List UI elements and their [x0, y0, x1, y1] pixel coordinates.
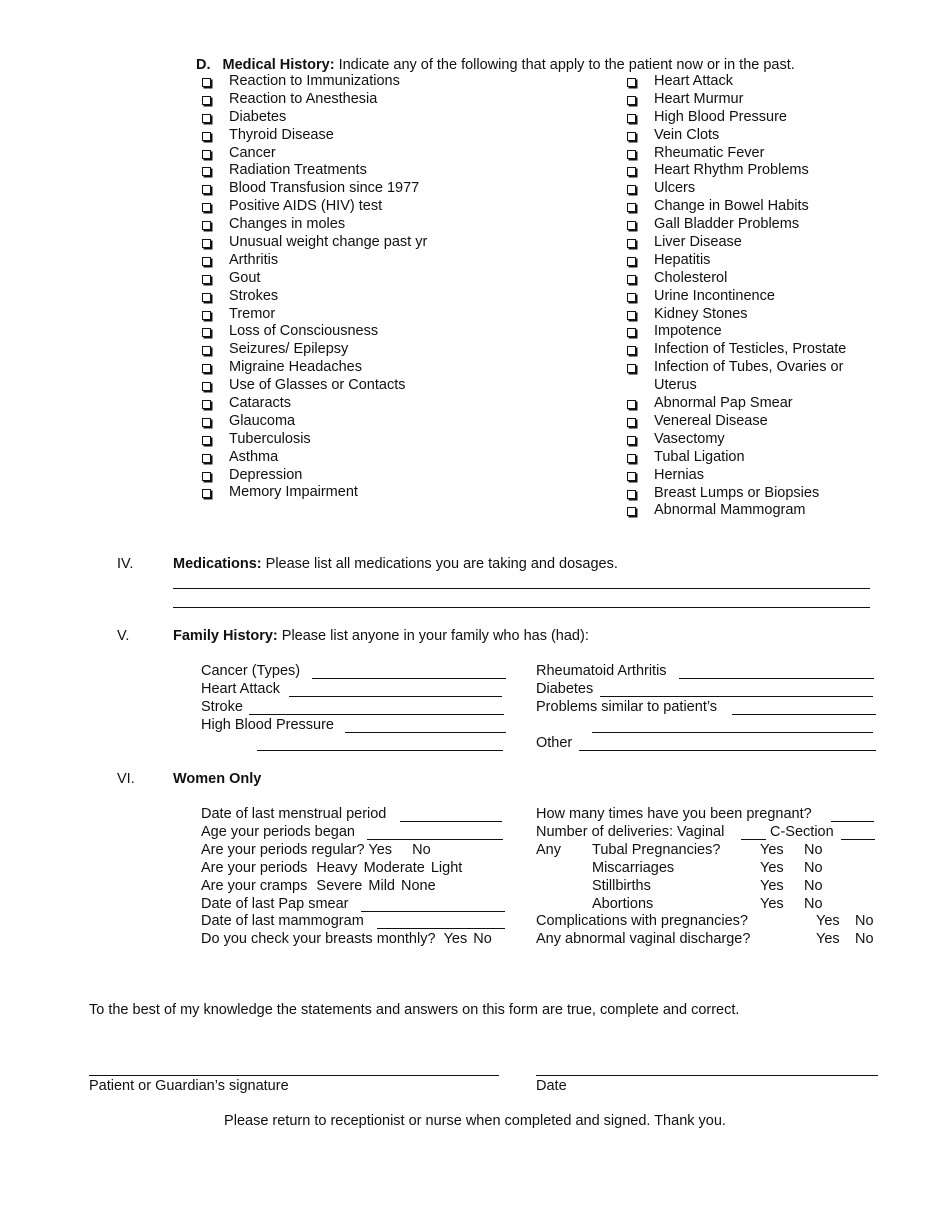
- last-pap-field[interactable]: [361, 911, 505, 912]
- checklist-item[interactable]: [196, 449, 427, 467]
- tubal-no[interactable]: No: [804, 842, 823, 858]
- checkbox-icon[interactable]: [202, 132, 211, 141]
- cramps-row: [201, 877, 436, 895]
- miscarriages-label: Miscarriages: [592, 860, 675, 876]
- attestation-text: To the best of my knowledge the statements and answers on this form are true, complete and correct.: [89, 1002, 740, 1018]
- footer-note: Please return to receptionist or nurse when completed and signed. Thank you.: [224, 1113, 726, 1129]
- checklist-item-label: Glaucoma: [229, 412, 296, 429]
- checkbox-icon[interactable]: [627, 132, 636, 141]
- checkbox-icon[interactable]: [202, 454, 211, 463]
- checklist-item[interactable]: [621, 180, 884, 198]
- complications-yes[interactable]: Yes: [816, 913, 840, 929]
- abortions-label: Abortions: [592, 896, 654, 912]
- checklist-item-label: Gout: [229, 269, 261, 286]
- discharge-label: Any abnormal vaginal discharge?: [536, 931, 751, 947]
- family-hbp-label: High Blood Pressure: [201, 717, 334, 733]
- checkbox-icon[interactable]: [627, 454, 636, 463]
- checklist-item-label: Blood Transfusion since 1977: [229, 180, 420, 197]
- checkbox-icon[interactable]: [627, 311, 636, 320]
- signature-label: Patient or Guardian’s signature: [89, 1078, 289, 1094]
- tubal-label: Tubal Pregnancies?: [592, 842, 721, 858]
- checklist-item[interactable]: [196, 91, 427, 109]
- tubal-yes[interactable]: Yes: [760, 842, 784, 858]
- any-label: Any: [536, 842, 561, 858]
- checklist-item-label: Venereal Disease: [654, 412, 768, 429]
- checklist-item-label: Vein Clots: [654, 126, 720, 143]
- section-v-numeral: V.: [117, 628, 130, 644]
- checkbox-icon[interactable]: [202, 150, 211, 159]
- checklist-item[interactable]: [621, 145, 884, 163]
- checklist-item-label: Reaction to Anesthesia: [229, 90, 378, 107]
- section-iv-title: Medications:: [173, 556, 262, 572]
- checklist-item[interactable]: [621, 73, 884, 91]
- checkbox-icon[interactable]: [627, 490, 636, 499]
- checkbox-icon[interactable]: [202, 311, 211, 320]
- checklist-item[interactable]: [196, 377, 427, 395]
- pregnant-field[interactable]: [831, 821, 874, 822]
- family-cancer-label: Cancer (Types): [201, 663, 301, 679]
- date-label: Date: [536, 1078, 567, 1094]
- abortions-no[interactable]: No: [804, 896, 823, 912]
- checklist-item-label: Kidney Stones: [654, 305, 748, 322]
- checklist-item-label: Heart Rhythm Problems: [654, 162, 809, 179]
- checklist-item[interactable]: [196, 216, 427, 234]
- checkbox-icon[interactable]: [627, 96, 636, 105]
- checkbox-icon[interactable]: [202, 472, 211, 481]
- family-other-field[interactable]: [579, 750, 876, 751]
- section-d-letter: D.: [196, 57, 211, 73]
- section-vi-title: Women Only: [173, 771, 262, 787]
- last-mammogram-field[interactable]: [377, 928, 505, 929]
- checklist-item-label: Depression: [229, 466, 303, 483]
- cramps-label: Are your cramps: [201, 878, 308, 894]
- cramps-none-option[interactable]: None: [401, 878, 436, 894]
- checklist-item[interactable]: [196, 234, 427, 252]
- deliveries-vaginal-field[interactable]: [741, 839, 766, 840]
- checklist-item[interactable]: [621, 485, 884, 503]
- checklist-item-label: Rheumatic Fever: [654, 144, 765, 161]
- checklist-item[interactable]: [621, 109, 884, 127]
- checklist-item[interactable]: [196, 323, 427, 341]
- checklist-item[interactable]: [621, 306, 884, 324]
- family-stroke-field[interactable]: [249, 714, 504, 715]
- check-breasts-label: Do you check your breasts monthly?: [201, 931, 436, 947]
- checklist-item[interactable]: [196, 198, 427, 216]
- checkbox-icon[interactable]: [627, 150, 636, 159]
- checklist-item[interactable]: [196, 306, 427, 324]
- family-stroke-label: Stroke: [201, 699, 243, 715]
- periods-light-option[interactable]: Light: [430, 860, 463, 876]
- checkbox-icon[interactable]: [627, 400, 636, 409]
- csection-field[interactable]: [841, 839, 875, 840]
- checkbox-icon[interactable]: [202, 489, 211, 498]
- periods-flow-row: [201, 859, 462, 877]
- checkbox-icon[interactable]: [202, 364, 211, 373]
- section-v-heading: [173, 627, 589, 645]
- miscarriages-yes[interactable]: Yes: [760, 860, 784, 876]
- checklist-item-label: Changes in moles: [229, 216, 346, 233]
- checklist-item-label: Urine Incontinence: [654, 287, 775, 304]
- checklist-item[interactable]: [621, 449, 884, 467]
- checklist-item-label: Tuberculosis: [229, 430, 311, 447]
- family-heart-attack-field[interactable]: [289, 696, 502, 697]
- checklist-item[interactable]: [621, 467, 884, 485]
- checklist-item[interactable]: [621, 234, 884, 252]
- checklist-item-label: Ulcers: [654, 180, 696, 197]
- checklist-item-label: Abnormal Mammogram: [654, 502, 806, 519]
- checklist-item-label: Hepatitis: [654, 251, 711, 268]
- checkbox-icon[interactable]: [202, 418, 211, 427]
- check-breasts-no[interactable]: No: [473, 931, 492, 947]
- last-pap-label: Date of last Pap smear: [201, 896, 349, 912]
- age-began-label: Age your periods began: [201, 824, 355, 840]
- family-diabetes-field[interactable]: [600, 696, 873, 697]
- checkbox-icon[interactable]: [202, 382, 211, 391]
- family-ra-field[interactable]: [679, 678, 874, 679]
- checklist-item[interactable]: [196, 73, 427, 91]
- section-v-title: Family History:: [173, 628, 278, 644]
- family-other-label: Other: [536, 735, 573, 751]
- checklist-item[interactable]: [621, 395, 884, 413]
- checklist-item-label: Cholesterol: [654, 269, 728, 286]
- checklist-item-label: Thyroid Disease: [229, 126, 334, 143]
- checklist-item[interactable]: [621, 216, 884, 234]
- last-period-field[interactable]: [400, 821, 502, 822]
- checkbox-icon[interactable]: [202, 346, 211, 355]
- checklist-item-label: Change in Bowel Habits: [654, 198, 809, 215]
- family-similar-label: Problems similar to patient’s: [536, 699, 718, 715]
- checkbox-icon[interactable]: [627, 257, 636, 266]
- check-breasts-yes[interactable]: Yes: [443, 931, 468, 947]
- stillbirths-yes[interactable]: Yes: [760, 878, 784, 894]
- cramps-mild-option[interactable]: Mild: [368, 878, 395, 894]
- checkbox-icon[interactable]: [202, 221, 211, 230]
- stillbirths-no[interactable]: No: [804, 878, 823, 894]
- checklist-item[interactable]: [621, 270, 884, 288]
- section-v-instructions: Please list anyone in your family who has (had):: [281, 628, 589, 644]
- periods-regular-row: [201, 841, 431, 859]
- periods-flow-label: Are your periods: [201, 860, 308, 876]
- pregnant-label: How many times have you been pregnant?: [536, 806, 812, 822]
- checklist-item-label: Unusual weight change past yr: [229, 234, 428, 251]
- date-field[interactable]: [536, 1075, 878, 1076]
- family-similar-field[interactable]: [732, 714, 876, 715]
- family-heart-attack-label: Heart Attack: [201, 681, 280, 697]
- checklist-item-label: Memory Impairment: [229, 484, 358, 501]
- last-mammogram-label: Date of last mammogram: [201, 913, 364, 929]
- section-vi-numeral: VI.: [117, 771, 135, 787]
- section-d-title: Medical History:: [222, 57, 335, 73]
- checklist-item[interactable]: [621, 341, 884, 359]
- checklist-item[interactable]: [621, 162, 884, 180]
- checkbox-icon[interactable]: [202, 114, 211, 123]
- checkbox-icon[interactable]: [627, 114, 636, 123]
- checklist-item-label: Infection of Tubes, Ovaries or Uterus: [654, 359, 844, 394]
- discharge-no[interactable]: No: [855, 931, 874, 947]
- family-ra-label: Rheumatoid Arthritis: [536, 663, 667, 679]
- cramps-severe-option[interactable]: Severe: [316, 878, 363, 894]
- check-breasts-row: [201, 930, 492, 948]
- checkbox-icon[interactable]: [627, 78, 636, 87]
- checklist-item-label: Cancer: [229, 144, 276, 161]
- family-similar-field-2[interactable]: [592, 732, 873, 733]
- checklist-item[interactable]: [196, 341, 427, 359]
- checkbox-icon[interactable]: [627, 275, 636, 284]
- checklist-item[interactable]: [196, 180, 427, 198]
- deliveries-label: Number of deliveries: Vaginal: [536, 824, 725, 840]
- checklist-item-label: Arthritis: [229, 251, 279, 268]
- checklist-item[interactable]: [196, 359, 427, 377]
- periods-regular-label: Are your periods regular?: [201, 842, 365, 858]
- stillbirths-label: Stillbirths: [592, 878, 651, 894]
- checkbox-icon[interactable]: [627, 507, 636, 516]
- checklist-item[interactable]: [196, 145, 427, 163]
- checklist-item-label: Heart Attack: [654, 73, 733, 89]
- checkbox-icon[interactable]: [202, 96, 211, 105]
- checklist-item-label: Abnormal Pap Smear: [654, 395, 793, 412]
- checklist-item[interactable]: [621, 431, 884, 449]
- checklist-item-label: Breast Lumps or Biopsies: [654, 484, 820, 501]
- checklist-item[interactable]: [621, 127, 884, 145]
- checklist-item[interactable]: [196, 162, 427, 180]
- checklist-item[interactable]: [621, 413, 884, 431]
- checkbox-icon[interactable]: [627, 167, 636, 176]
- checklist-item-label: Cataracts: [229, 395, 292, 412]
- checklist-item[interactable]: [196, 270, 427, 288]
- section-iv-heading: [173, 555, 618, 573]
- checkbox-icon[interactable]: [202, 436, 211, 445]
- checkbox-icon[interactable]: [627, 203, 636, 212]
- family-hbp-field[interactable]: [345, 732, 506, 733]
- checkbox-icon[interactable]: [627, 418, 636, 427]
- checklist-item-label: Gall Bladder Problems: [654, 216, 800, 233]
- checklist-item-label: Tremor: [229, 305, 276, 322]
- checklist-item-label: Heart Murmur: [654, 90, 744, 107]
- medical-history-left-column: [196, 73, 427, 502]
- checkbox-icon[interactable]: [202, 328, 211, 337]
- abortions-yes[interactable]: Yes: [760, 896, 784, 912]
- family-diabetes-label: Diabetes: [536, 681, 594, 697]
- checklist-item[interactable]: [621, 198, 884, 216]
- checkbox-icon[interactable]: [627, 239, 636, 248]
- periods-regular-no[interactable]: No: [412, 842, 431, 858]
- checkbox-icon[interactable]: [627, 293, 636, 302]
- checkbox-icon[interactable]: [202, 257, 211, 266]
- section-d-instructions: Indicate any of the following that apply to the patient now or in the past.: [338, 57, 795, 73]
- checklist-item[interactable]: [196, 467, 427, 485]
- section-d-heading: [196, 56, 795, 74]
- checkbox-icon[interactable]: [202, 203, 211, 212]
- checklist-item-label: Migraine Headaches: [229, 359, 362, 376]
- csection-label: C-Section: [770, 824, 834, 840]
- checklist-item-label: Diabetes: [229, 108, 287, 125]
- checkbox-icon[interactable]: [627, 346, 636, 355]
- periods-moderate-option[interactable]: Moderate: [363, 860, 425, 876]
- checkbox-icon[interactable]: [202, 400, 211, 409]
- checklist-item[interactable]: [196, 288, 427, 306]
- checklist-item[interactable]: [196, 127, 427, 145]
- checklist-item-label: Liver Disease: [654, 234, 742, 251]
- checkbox-icon[interactable]: [627, 436, 636, 445]
- checkbox-icon[interactable]: [627, 472, 636, 481]
- checklist-item[interactable]: [196, 252, 427, 270]
- last-period-label: Date of last menstrual period: [201, 806, 387, 822]
- miscarriages-no[interactable]: No: [804, 860, 823, 876]
- checklist-item[interactable]: [621, 323, 884, 341]
- periods-heavy-option[interactable]: Heavy: [316, 860, 358, 876]
- checklist-item-label: Impotence: [654, 323, 722, 340]
- signature-field[interactable]: [89, 1075, 499, 1076]
- medications-line-2[interactable]: [173, 607, 870, 608]
- checklist-item[interactable]: [196, 413, 427, 431]
- age-began-field[interactable]: [367, 839, 503, 840]
- checkbox-icon[interactable]: [627, 185, 636, 194]
- checklist-item-label: Tubal Ligation: [654, 448, 745, 465]
- checklist-item[interactable]: [196, 431, 427, 449]
- checklist-item[interactable]: [621, 252, 884, 270]
- checkbox-icon[interactable]: [627, 221, 636, 230]
- checklist-item[interactable]: [621, 359, 884, 395]
- family-extra-field[interactable]: [257, 750, 503, 751]
- checklist-item-label: Positive AIDS (HIV) test: [229, 198, 383, 215]
- section-iv-numeral: IV.: [117, 556, 134, 572]
- checkbox-icon[interactable]: [202, 78, 211, 87]
- section-iv-instructions: Please list all medications you are taking and dosages.: [265, 556, 618, 572]
- medications-line-1[interactable]: [173, 588, 870, 589]
- checklist-item-label: Hernias: [654, 466, 704, 483]
- checklist-item-label: Strokes: [229, 287, 279, 304]
- checklist-item-label: Radiation Treatments: [229, 162, 367, 179]
- discharge-yes[interactable]: Yes: [816, 931, 840, 947]
- checklist-item[interactable]: [196, 109, 427, 127]
- checklist-item-label: Reaction to Immunizations: [229, 73, 400, 89]
- complications-label: Complications with pregnancies?: [536, 913, 748, 929]
- checklist-item[interactable]: [196, 395, 427, 413]
- checklist-item-label: Loss of Consciousness: [229, 323, 379, 340]
- checkbox-icon[interactable]: [202, 275, 211, 284]
- checklist-item-label: High Blood Pressure: [654, 108, 787, 125]
- checkbox-icon[interactable]: [202, 167, 211, 176]
- medical-history-right-column: [621, 73, 884, 520]
- checkbox-icon[interactable]: [627, 328, 636, 337]
- checkbox-icon[interactable]: [202, 185, 211, 194]
- checkbox-icon[interactable]: [627, 364, 636, 373]
- checklist-item[interactable]: [621, 502, 884, 520]
- checkbox-icon[interactable]: [202, 239, 211, 248]
- periods-regular-yes[interactable]: Yes: [368, 842, 393, 858]
- checklist-item[interactable]: [196, 484, 427, 502]
- complications-no[interactable]: No: [855, 913, 874, 929]
- checklist-item[interactable]: [621, 91, 884, 109]
- checklist-item-label: Vasectomy: [654, 430, 725, 447]
- checkbox-icon[interactable]: [202, 293, 211, 302]
- family-cancer-field[interactable]: [312, 678, 506, 679]
- checklist-item[interactable]: [621, 288, 884, 306]
- checklist-item-label: Infection of Testicles, Prostate: [654, 341, 847, 358]
- checklist-item-label: Seizures/ Epilepsy: [229, 341, 349, 358]
- checklist-item-label: Asthma: [229, 448, 279, 465]
- checklist-item-label: Use of Glasses or Contacts: [229, 377, 406, 394]
